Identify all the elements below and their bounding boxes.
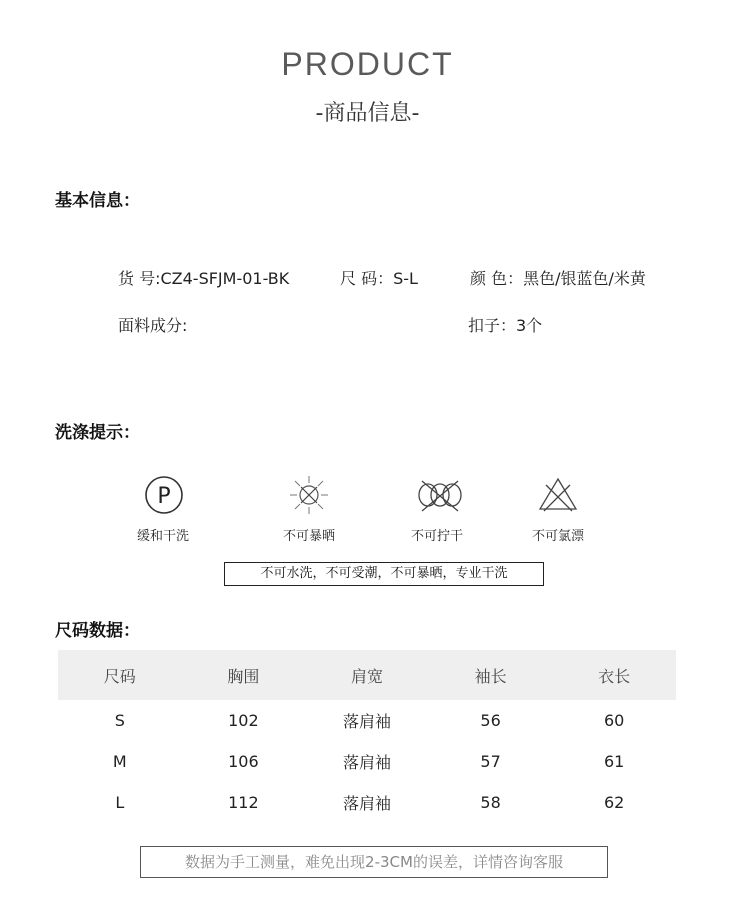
column-header: 尺码 xyxy=(58,650,182,700)
table-cell: M xyxy=(112,752,127,771)
size-data-heading: 尺码数据： xyxy=(55,621,140,641)
color-options: 颜 色：黑色/银蓝色/米黄 xyxy=(470,269,646,288)
table-cell: 57 xyxy=(480,752,501,771)
size-range: 尺 码：S-L xyxy=(340,269,418,288)
table-cell: 落肩袖 xyxy=(342,712,391,731)
table-cell: 106 xyxy=(228,752,259,771)
table-cell: 62 xyxy=(604,793,625,812)
care-heading: 洗涤提示： xyxy=(55,423,140,443)
no-sun-dry-icon xyxy=(287,473,331,521)
no-wring-icon xyxy=(412,473,468,521)
table-row xyxy=(58,741,676,782)
care-label: 缓和干洗 xyxy=(136,529,189,544)
page-subtitle: -商品信息- xyxy=(315,101,420,126)
fabric-composition: 面料成分: xyxy=(118,316,188,335)
svg-text:P: P xyxy=(157,484,171,509)
size-table xyxy=(58,650,676,823)
button-count: 扣子：3个 xyxy=(468,316,543,335)
table-cell: S xyxy=(114,711,125,730)
table-cell: 58 xyxy=(480,793,501,812)
table-cell: 112 xyxy=(228,793,259,812)
table-row xyxy=(58,782,676,823)
care-label: 不可暴晒 xyxy=(282,529,335,544)
column-header: 衣长 xyxy=(552,650,676,700)
table-cell: 61 xyxy=(604,752,625,771)
basic-info-heading: 基本信息： xyxy=(55,191,140,211)
measurement-disclaimer: 数据为手工测量，难免出现2-3CM的误差，详情咨询客服 xyxy=(140,846,608,878)
table-cell: 60 xyxy=(604,711,625,730)
column-header: 胸围 xyxy=(182,650,306,700)
table-cell: 落肩袖 xyxy=(342,753,391,772)
care-label: 不可拧干 xyxy=(410,529,463,544)
no-bleach-icon xyxy=(536,473,580,521)
table-row xyxy=(58,700,676,741)
table-cell: 102 xyxy=(228,711,259,730)
column-header: 肩宽 xyxy=(305,650,429,700)
dry-clean-p-icon xyxy=(142,473,186,521)
care-label: 不可氯漂 xyxy=(531,529,584,544)
page-title: PRODUCT xyxy=(281,46,454,82)
item-number: 货 号:CZ4-SFJM-01-BK xyxy=(118,269,290,288)
column-header: 袖长 xyxy=(429,650,553,700)
care-note: 不可水洗，不可受潮，不可暴晒，专业干洗 xyxy=(224,562,544,586)
table-cell: 落肩袖 xyxy=(342,794,391,813)
table-cell: 56 xyxy=(480,711,501,730)
table-cell: L xyxy=(115,793,125,812)
table-header-row xyxy=(58,650,676,700)
